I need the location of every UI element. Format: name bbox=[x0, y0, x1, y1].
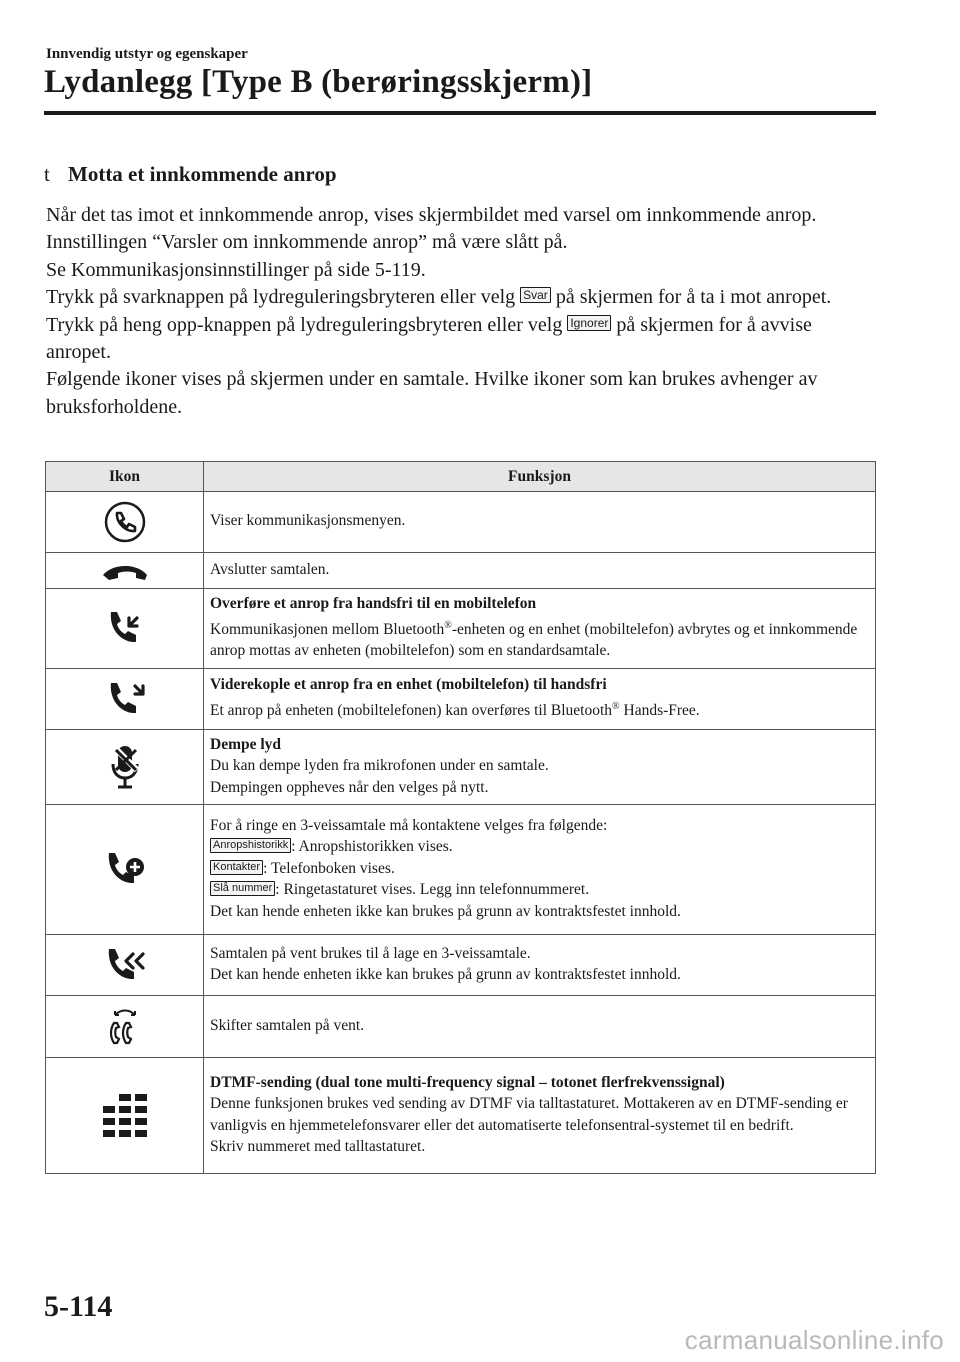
header-function: Funksjon bbox=[204, 462, 876, 492]
option-line: Slå nummer : Ringetastaturet vises. Legg inn telefonnummeret. bbox=[210, 879, 869, 901]
answer-button-label: Svar bbox=[520, 287, 551, 303]
subheading-text: Motta et innkommende anrop bbox=[68, 162, 337, 186]
paragraph-text: Trykk på svarknappen på lydreguleringsbryteren eller velg bbox=[46, 286, 516, 309]
table-row bbox=[46, 1058, 876, 1174]
row-description bbox=[204, 935, 876, 996]
row-text: Kommunikasjonen mellom Bluetooth®-enheten og en enhet (mobiltelefon) avbrytes og et innkommende anrop mottas av enheten (mobiltelefon) som en standardsamtale. bbox=[210, 619, 858, 660]
paragraph: Følgende ikoner vises på skjermen under en samtale. Hvilke ikoner som kan brukes avhenger av bruksforholdene. bbox=[46, 368, 818, 418]
registered-mark: ® bbox=[444, 619, 452, 631]
option-line: Kontakter : Telefonboken vises. bbox=[210, 858, 869, 880]
table-row bbox=[46, 668, 876, 729]
paragraph-text: på skjermen for å avvise anropet. bbox=[46, 313, 812, 364]
subheading bbox=[44, 162, 337, 187]
registered-mark: ® bbox=[612, 700, 620, 712]
row-description: Viser kommunikasjonsmenyen. bbox=[204, 492, 876, 553]
add-call-icon bbox=[103, 847, 147, 893]
hang-up-icon bbox=[100, 560, 150, 582]
table-row bbox=[46, 729, 876, 805]
watermark: carmanualsonline.info bbox=[684, 1325, 944, 1355]
row-description: Skifter samtalen på vent. bbox=[204, 996, 876, 1058]
row-title: Overføre et anrop fra handsfri til en mobiltelefon bbox=[210, 595, 537, 612]
table-row bbox=[46, 492, 876, 553]
transfer-to-mobile-icon bbox=[103, 606, 147, 650]
row-text: Det kan hende enheten ikke kan brukes på grunn av kontraktsfestet innhold. bbox=[210, 902, 681, 920]
merge-calls-icon bbox=[103, 943, 147, 987]
row-text: Denne funksjonen brukes ved sending av DTMF via talltastaturet. Mottakeren av en DTMF-sending er vanligvis en hjemmetelefonsvarer eller det automatiserte telefonsentral-systemet til en bedrift. bbox=[210, 1095, 848, 1134]
section-label: Innvendig utstyr og egenskaper bbox=[46, 46, 248, 62]
title-rule bbox=[44, 111, 876, 115]
subheading-bullet: t bbox=[44, 162, 50, 186]
swap-calls-icon bbox=[103, 1003, 147, 1051]
row-description: Avslutter samtalen. bbox=[204, 553, 876, 589]
row-title: Viderekople et anrop fra en enhet (mobiltelefon) til handsfri bbox=[210, 676, 607, 694]
row-text: Dempingen oppheves når den velges på nytt. bbox=[210, 778, 489, 796]
page-title: Lydanlegg [Type B (berøringsskjerm)] bbox=[44, 64, 593, 100]
contacts-button-label: Kontakter bbox=[210, 860, 263, 875]
row-description bbox=[204, 805, 876, 935]
row-title: DTMF-sending (dual tone multi-frequency signal – totonet flerfrekvenssignal) bbox=[210, 1073, 725, 1091]
row-text: Du kan dempe lyden fra mikrofonen under en samtale. bbox=[210, 757, 549, 775]
paragraph-text: på skjermen for å ta i mot anropet. bbox=[555, 286, 832, 309]
paragraph bbox=[46, 284, 876, 311]
row-description bbox=[204, 668, 876, 729]
page-number: 5-114 bbox=[44, 1290, 113, 1323]
row-text: Det kan hende enheten ikke kan brukes på grunn av kontraktsfestet innhold. bbox=[210, 966, 681, 984]
row-text: Samtalen på vent brukes til å lage en 3-veissamtale. bbox=[210, 944, 531, 962]
table-row bbox=[46, 805, 876, 935]
dial-number-button-label: Slå nummer bbox=[210, 881, 275, 896]
table-row bbox=[46, 935, 876, 996]
body-text bbox=[46, 202, 876, 421]
keypad-icon bbox=[97, 1092, 153, 1140]
row-description bbox=[204, 589, 876, 669]
row-text: For å ringe en 3-veissamtale må kontaktene velges fra følgende: bbox=[210, 816, 608, 834]
icon-function-table bbox=[45, 461, 876, 1174]
row-description bbox=[204, 729, 876, 805]
table-header-row bbox=[46, 462, 876, 492]
header-icon: Ikon bbox=[46, 462, 204, 492]
option-line: Anropshistorikk : Anropshistorikken vises. bbox=[210, 836, 869, 858]
table-row bbox=[46, 553, 876, 589]
row-text: Skriv nummeret med talltastaturet. bbox=[210, 1138, 426, 1156]
table-row bbox=[46, 996, 876, 1058]
row-description bbox=[204, 1058, 876, 1174]
row-title: Dempe lyd bbox=[210, 735, 282, 753]
paragraph: Se Kommunikasjonsinnstillinger på side 5-119. bbox=[46, 258, 426, 281]
row-text: Et anrop på enheten (mobiltelefonen) kan overføres til Bluetooth® Hands-Free. bbox=[210, 700, 700, 719]
table-row bbox=[46, 589, 876, 669]
ignore-button-label: Ignorer bbox=[567, 315, 611, 331]
transfer-to-handsfree-icon bbox=[103, 677, 147, 721]
call-history-button-label: Anropshistorikk bbox=[210, 838, 291, 853]
paragraph-text: Trykk på heng opp-knappen på lydreguleringsbryteren eller velg bbox=[46, 313, 563, 336]
mute-microphone-icon bbox=[105, 742, 145, 792]
phone-menu-icon bbox=[103, 500, 147, 544]
paragraph bbox=[46, 312, 876, 367]
paragraph: Når det tas imot et innkommende anrop, vises skjermbildet med varsel om innkommende anrop. Innstillingen “Varsler om innkommende anrop” må være slått på. bbox=[46, 204, 817, 254]
